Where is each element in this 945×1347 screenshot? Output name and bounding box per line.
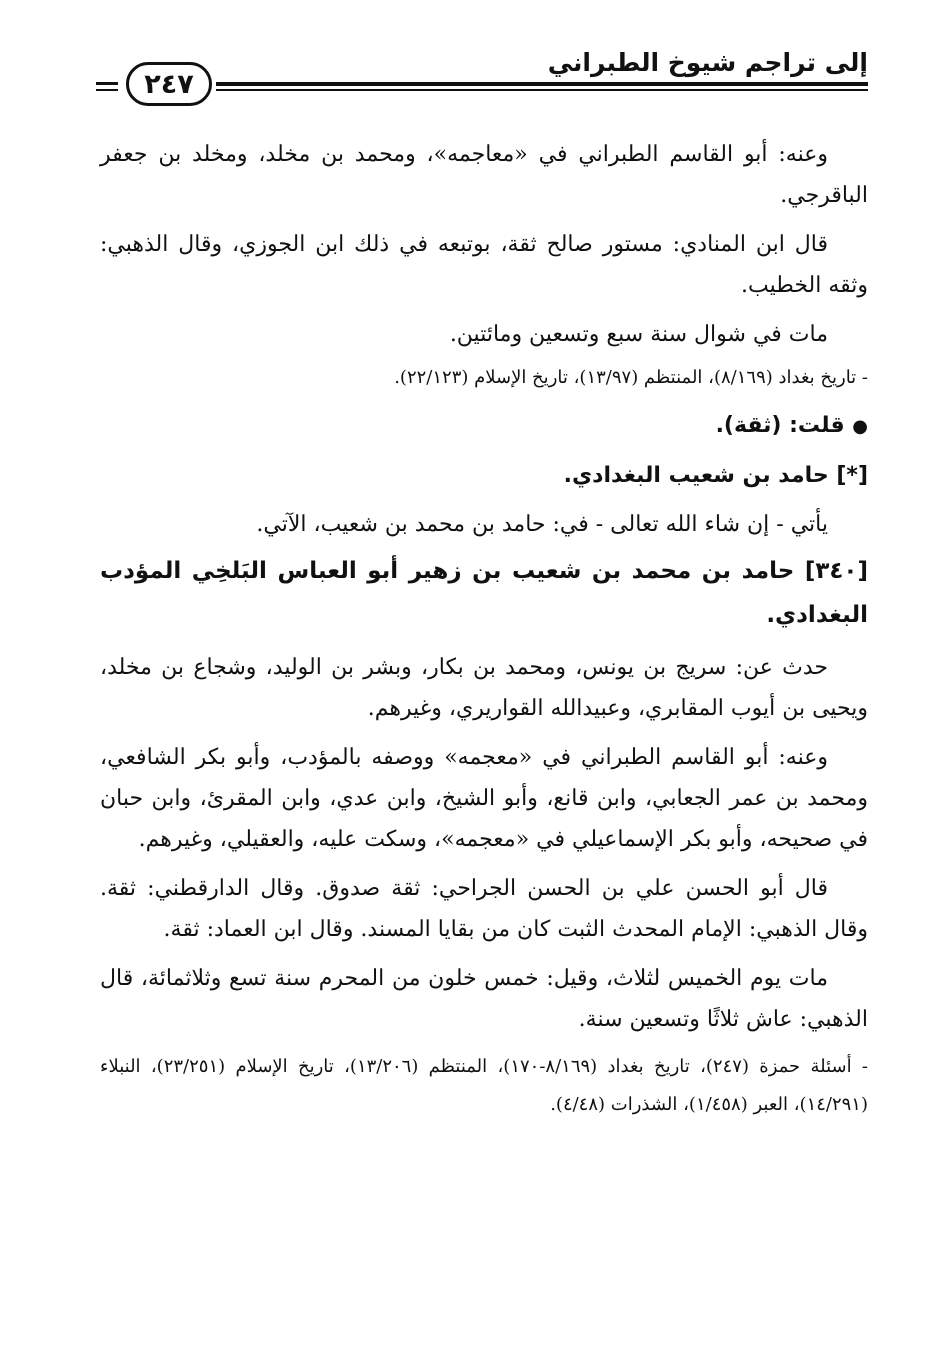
page-header <box>96 38 868 108</box>
header-rule-thick <box>216 82 868 86</box>
page-number-badge <box>126 62 212 106</box>
bullet-icon: ● <box>852 416 868 437</box>
paragraph-students: وعنه: أبو القاسم الطبراني في «معجمه» ووصفه بالمؤدب، وأبو بكر الشافعي، ومحمد بن عمر الجعابي، وابن قانع، وأبو الشيخ، وابن عدي، وابن المقرئ، وابن حبان في صحيحه، وأبو بكر الإسماعيلي في «معجمه»، وسكت عليه، والعقيلي، وغيرهم. <box>100 745 868 852</box>
paragraph-cross-reference: يأتي - إن شاء الله تعالى - في: حامد بن محمد بن شعيب، الآتي. <box>256 512 828 537</box>
reference-line-340: - أسئلة حمزة (٢٤٧)، تاريخ بغداد (٨/١٦٩-١٧٠)، المنتظم (١٣/٢٠٦)، تاريخ الإسلام (٢٣/٢٥١)، النبلاء (١٤/٢٩١)، العبر (١/٤٥٨)، الشذرات (٤/٤٨). <box>100 1056 868 1115</box>
entry-heading-star: [*] حامد بن شعيب البغدادي. <box>563 463 868 488</box>
header-rule-left-thick <box>96 82 118 85</box>
paragraph-narrated-from: حدث عن: سريج بن يونس، ومحمد بن بكار، وبشر بن الوليد، وشجاع بن مخلد، ويحيى بن أيوب المقابري، وعبيدالله القواريري، وغيرهم. <box>100 655 868 721</box>
paragraph-death-340: مات يوم الخميس لثلاث، وقيل: خمس خلون من المحرم سنة تسع وثلاثمائة، قال الذهبي: عاش ثلاثًا وتسعين سنة. <box>100 966 868 1032</box>
paragraph-grading-340: قال أبو الحسن علي بن الحسن الجراحي: ثقة صدوق. وقال الدارقطني: ثقة. وقال الذهبي: الإمام المحدث الثبت كان من بقايا المسند. وقال ابن العماد: ثقة. <box>100 876 868 942</box>
running-title: إلى تراجم شيوخ الطبراني <box>547 48 868 77</box>
page-number: ٢٤٧ <box>144 68 194 100</box>
paragraph-narrators-from: وعنه: أبو القاسم الطبراني في «معاجمه»، ومحمد بن مخلد، ومخلد بن جعفر الباقرجي. <box>100 142 868 208</box>
header-rule-left-thin <box>96 89 118 91</box>
entry-heading-340: [٣٤٠] حامد بن محمد بن شعيب بن زهير أبو العباس البَلخِي المؤدب البغدادي. <box>100 558 868 628</box>
paragraph-death: مات في شوال سنة سبع وتسعين ومائتين. <box>449 322 828 347</box>
author-note <box>100 405 868 447</box>
reference-line: - تاريخ بغداد (٨/١٦٩)، المنتظم (١٣/٩٧)، تاريخ الإسلام (٢٢/١٢٣). <box>394 367 868 388</box>
author-note-text: قلت: (ثقة). <box>715 413 845 438</box>
page-body <box>100 134 868 1132</box>
header-rule-thin <box>216 89 868 91</box>
paragraph-grading: قال ابن المنادي: مستور صالح ثقة، بوتبعه في ذلك ابن الجوزي، وقال الذهبي: وثقه الخطيب. <box>100 232 868 298</box>
